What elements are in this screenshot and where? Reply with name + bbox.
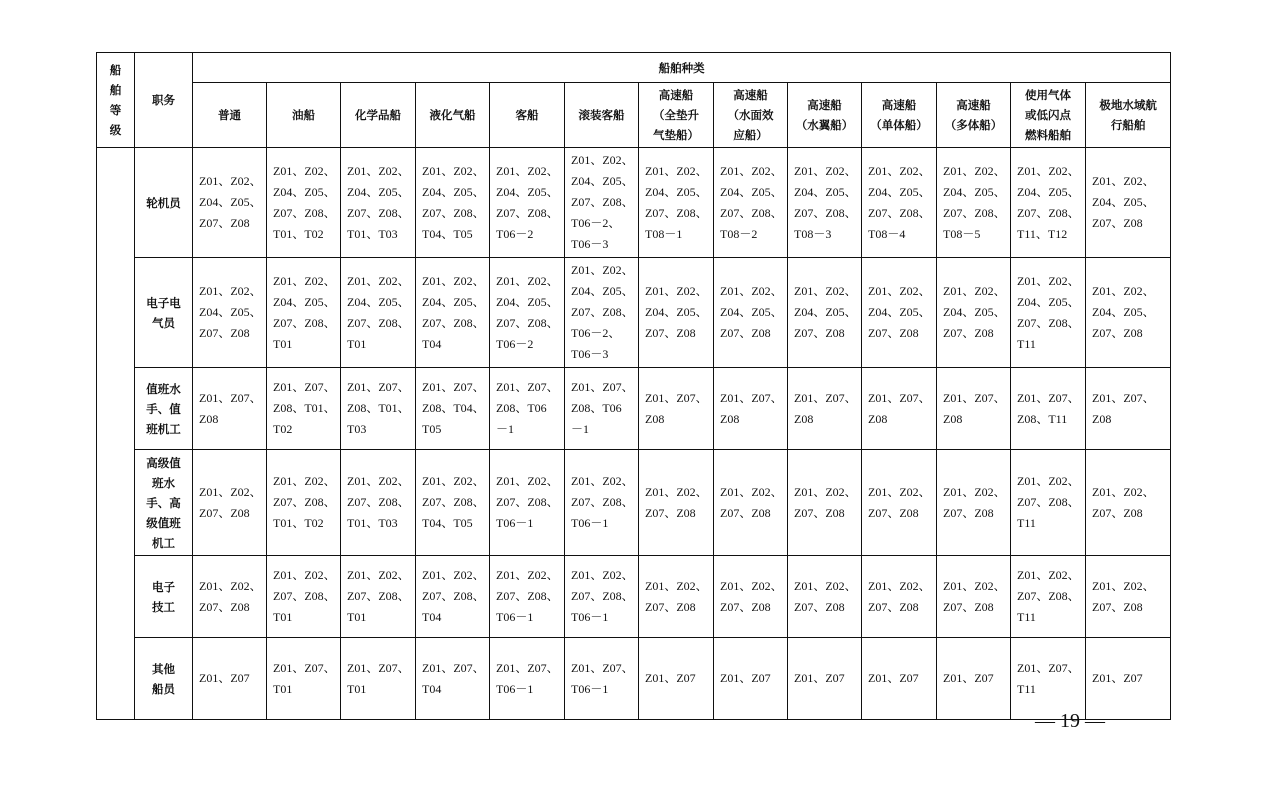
- duty-label: 高级值 班水 手、高 级值班 机工: [146, 455, 181, 550]
- header-ship-types-group-label: 船舶种类: [658, 60, 705, 75]
- table-row: [97, 368, 1171, 450]
- table-cell: Z01、Z02、 Z04、Z05、 Z07、Z08: [714, 258, 788, 368]
- table-cell: Z01、Z07: [788, 638, 862, 720]
- header-ship-type: [1011, 83, 1086, 148]
- header-duty: [135, 53, 193, 148]
- table-cell: Z01、Z02、 Z04、Z05、 Z07、Z08、 T01、T02: [267, 148, 341, 258]
- header-ship-type: [341, 83, 416, 148]
- table-cell: Z01、Z02、 Z04、Z05、 Z07、Z08、 T01: [267, 258, 341, 368]
- table-cell: Z01、Z07、 Z08: [639, 368, 714, 450]
- header-ship-type: [416, 83, 490, 148]
- table-cell: Z01、Z02、 Z07、Z08: [639, 450, 714, 556]
- header-ship-type-label: 化学品船: [355, 108, 401, 122]
- table-cell: Z01、Z07、 Z08、T11: [1011, 368, 1086, 450]
- header-row-2: [97, 83, 1171, 148]
- table-cell: Z01、Z02、 Z07、Z08: [714, 556, 788, 638]
- table-cell: Z01、Z07: [862, 638, 937, 720]
- table-cell: Z01、Z02、 Z04、Z05、 Z07、Z08、 T08－5: [937, 148, 1011, 258]
- table-cell: Z01、Z02、 Z04、Z05、 Z07、Z08、 T04: [416, 258, 490, 368]
- duty-cell: [135, 148, 193, 258]
- table-cell: Z01、Z02、 Z07、Z08: [1086, 556, 1171, 638]
- header-ship-grade: [97, 53, 135, 148]
- header-ship-type-label: 液化气船: [429, 108, 476, 122]
- table-cell: Z01、Z02、 Z04、Z05、 Z07、Z08、 T01: [341, 258, 416, 368]
- table-cell: Z01、Z07、 T06－1: [565, 638, 639, 720]
- table-cell: Z01、Z02、 Z04、Z05、 Z07、Z08: [788, 258, 862, 368]
- header-ship-type: [788, 83, 862, 148]
- table-cell: Z01、Z07、 T01: [341, 638, 416, 720]
- table-cell: Z01、Z02、 Z04、Z05、 Z07、Z08、 T11: [1011, 258, 1086, 368]
- duty-label: 其他 船员: [152, 661, 175, 696]
- duty-label: 电子 技工: [152, 579, 175, 614]
- table-cell: Z01、Z02、 Z04、Z05、 Z07、Z08: [1086, 258, 1171, 368]
- duty-cell: [135, 450, 193, 556]
- duty-cell: [135, 556, 193, 638]
- header-ship-type: [267, 83, 341, 148]
- table-cell: Z01、Z02、 Z04、Z05、 Z07、Z08、 T06－2: [490, 148, 565, 258]
- header-ship-type-label: 高速船 （水面效 应船）: [727, 88, 774, 142]
- table-cell: Z01、Z02、 Z07、Z08: [714, 450, 788, 556]
- header-ship-type-label: 使用气体 或低闪点 燃料船舶: [1025, 88, 1071, 142]
- table-cell: Z01、Z02、 Z07、Z08、 T04: [416, 556, 490, 638]
- table-cell: Z01、Z07: [714, 638, 788, 720]
- table-cell: Z01、Z07、 Z08、T06 －1: [490, 368, 565, 450]
- table-row: [97, 638, 1171, 720]
- header-ship-type: [937, 83, 1011, 148]
- table-cell: Z01、Z02、 Z04、Z05、 Z07、Z08: [639, 258, 714, 368]
- table-cell: Z01、Z02、 Z04、Z05、 Z07、Z08、 T04、T05: [416, 148, 490, 258]
- table-cell: Z01、Z02、 Z07、Z08: [788, 450, 862, 556]
- table-cell: Z01、Z02、 Z07、Z08: [937, 450, 1011, 556]
- table-cell: Z01、Z07、 Z08、T01、 T02: [267, 368, 341, 450]
- table-cell: Z01、Z02、 Z04、Z05、 Z07、Z08、 T01、T03: [341, 148, 416, 258]
- table-row: [97, 148, 1171, 258]
- duty-cell: [135, 638, 193, 720]
- table-cell: Z01、Z07: [1086, 638, 1171, 720]
- table-cell: Z01、Z02、 Z04、Z05、 Z07、Z08、 T08－3: [788, 148, 862, 258]
- table-cell: Z01、Z02、 Z07、Z08: [193, 450, 267, 556]
- table-cell: Z01、Z07、 Z08、T04、 T05: [416, 368, 490, 450]
- table-cell: Z01、Z07、 Z08、T01、 T03: [341, 368, 416, 450]
- ship-grade-cell: [97, 148, 135, 720]
- table-cell: Z01、Z07: [639, 638, 714, 720]
- table-cell: Z01、Z02、 Z04、Z05、 Z07、Z08、 T06－2、 T06－3: [565, 148, 639, 258]
- duty-label: 电子电 气员: [146, 295, 181, 330]
- table-cell: Z01、Z02、 Z07、Z08、 T06－1: [565, 556, 639, 638]
- header-duty-label: 职务: [152, 93, 175, 107]
- duty-cell: [135, 258, 193, 368]
- table-cell: Z01、Z02、 Z04、Z05、 Z07、Z08: [937, 258, 1011, 368]
- duty-label: 轮机员: [146, 195, 181, 210]
- header-ship-type-label: 普通: [218, 108, 241, 122]
- header-ship-type: [1086, 83, 1171, 148]
- table-cell: Z01、Z02、 Z04、Z05、 Z07、Z08、 T11、T12: [1011, 148, 1086, 258]
- table-cell: Z01、Z07: [937, 638, 1011, 720]
- ship-crew-training-table: [96, 52, 1171, 720]
- header-ship-type-label: 高速船 （水翼船）: [795, 98, 854, 132]
- table-cell: Z01、Z07、 Z08: [193, 368, 267, 450]
- table-cell: Z01、Z02、 Z04、Z05、 Z07、Z08、 T08－1: [639, 148, 714, 258]
- table-cell: Z01、Z02、 Z07、Z08: [788, 556, 862, 638]
- table-cell: Z01、Z02、 Z07、Z08: [193, 556, 267, 638]
- table-cell: Z01、Z02、 Z04、Z05、 Z07、Z08、 T06－2: [490, 258, 565, 368]
- table-cell: Z01、Z02、 Z07、Z08: [937, 556, 1011, 638]
- table-cell: Z01、Z02、 Z07、Z08: [862, 450, 937, 556]
- table-cell: Z01、Z02、 Z07、Z08: [862, 556, 937, 638]
- table-cell: Z01、Z02、 Z07、Z08、 T11: [1011, 556, 1086, 638]
- table-cell: Z01、Z02、 Z07、Z08、 T06－1: [490, 556, 565, 638]
- table-cell: Z01、Z07、 Z08: [788, 368, 862, 450]
- table-cell: Z01、Z07、 Z08: [937, 368, 1011, 450]
- table-cell: Z01、Z02、 Z07、Z08、 T01、T03: [341, 450, 416, 556]
- table-cell: Z01、Z02、 Z04、Z05、 Z07、Z08: [193, 148, 267, 258]
- table-cell: Z01、Z07、 Z08、T06 －1: [565, 368, 639, 450]
- header-ship-type-label: 油船: [292, 108, 315, 122]
- table-cell: Z01、Z02、 Z07、Z08、 T11: [1011, 450, 1086, 556]
- header-ship-type-label: 高速船 （单体船）: [870, 98, 928, 132]
- header-ship-type-label: 极地水域航 行船舶: [1099, 98, 1157, 132]
- header-ship-type-label: 滚装客船: [578, 108, 625, 122]
- header-ship-type-label: 高速船 （全垫升 气垫船）: [653, 88, 699, 142]
- table-cell: Z01、Z07、 T11: [1011, 638, 1086, 720]
- duty-cell: [135, 368, 193, 450]
- table-cell: Z01、Z07: [193, 638, 267, 720]
- header-ship-type: [639, 83, 714, 148]
- table-cell: Z01、Z02、 Z04、Z05、 Z07、Z08、 T06－2、 T06－3: [565, 258, 639, 368]
- table-cell: Z01、Z07、 T04: [416, 638, 490, 720]
- table-cell: Z01、Z07、 T01: [267, 638, 341, 720]
- header-ship-type: [193, 83, 267, 148]
- table-cell: Z01、Z02、 Z04、Z05、 Z07、Z08: [1086, 148, 1171, 258]
- table-cell: Z01、Z02、 Z07、Z08、 T01、T02: [267, 450, 341, 556]
- table-cell: Z01、Z02、 Z07、Z08、 T01: [341, 556, 416, 638]
- table-cell: Z01、Z02、 Z04、Z05、 Z07、Z08: [862, 258, 937, 368]
- table-cell: Z01、Z02、 Z07、Z08、 T06－1: [490, 450, 565, 556]
- table-cell: Z01、Z02、 Z07、Z08、 T06－1: [565, 450, 639, 556]
- table-row: [97, 258, 1171, 368]
- header-ship-type: [490, 83, 565, 148]
- header-row-1: [97, 53, 1171, 83]
- table-cell: Z01、Z02、 Z07、Z08: [1086, 450, 1171, 556]
- table-cell: Z01、Z02、 Z04、Z05、 Z07、Z08、 T08－2: [714, 148, 788, 258]
- table-cell: Z01、Z07、 Z08: [714, 368, 788, 450]
- table-cell: Z01、Z02、 Z07、Z08、 T04、T05: [416, 450, 490, 556]
- table-cell: Z01、Z02、 Z04、Z05、 Z07、Z08、 T08－4: [862, 148, 937, 258]
- table-cell: Z01、Z07、 Z08: [1086, 368, 1171, 450]
- header-ship-grade-label: 船 舶 等 级: [109, 63, 122, 137]
- header-ship-type: [714, 83, 788, 148]
- table-cell: Z01、Z07、 T06－1: [490, 638, 565, 720]
- table-row: [97, 450, 1171, 556]
- header-ship-types-group: [193, 53, 1171, 83]
- table-cell: Z01、Z02、 Z04、Z05、 Z07、Z08: [193, 258, 267, 368]
- header-ship-type-label: 高速船 （多体船）: [944, 98, 1003, 132]
- table-cell: Z01、Z02、 Z07、Z08: [639, 556, 714, 638]
- page-number: — 19 —: [1035, 710, 1105, 732]
- header-ship-type-label: 客船: [515, 108, 539, 122]
- table-row: [97, 556, 1171, 638]
- header-ship-type: [565, 83, 639, 148]
- table-cell: Z01、Z02、 Z07、Z08、 T01: [267, 556, 341, 638]
- header-ship-type: [862, 83, 937, 148]
- table-cell: Z01、Z07、 Z08: [862, 368, 937, 450]
- duty-label: 值班水 手、值 班机工: [146, 381, 181, 436]
